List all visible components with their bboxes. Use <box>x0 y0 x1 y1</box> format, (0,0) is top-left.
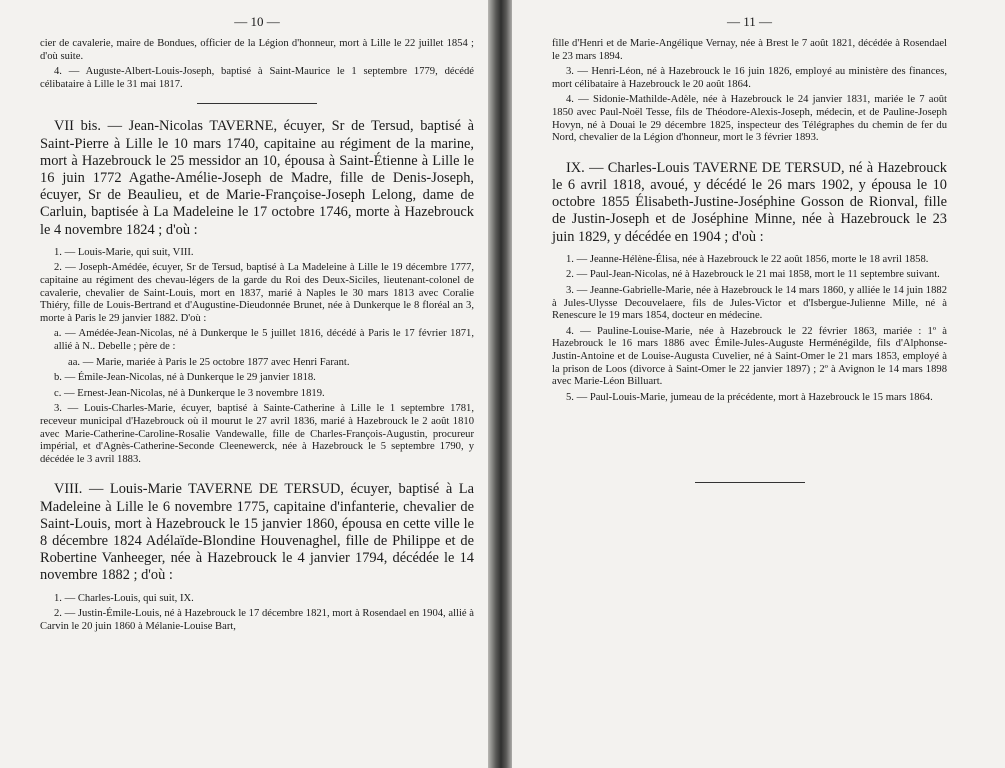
page-number-right: — 11 — <box>726 14 773 29</box>
section-vii-bis <box>40 118 474 238</box>
entry-item: 1. — Charles-Louis, qui suit, IX. <box>54 592 194 604</box>
entry-item: 3. — Jeanne-Gabrielle-Marie, née à Hazebrouck le 14 mars 1860, y alliée le 14 juin 1882 à Jules-Ulysse Decouvelaere, fils de Jules-Victor et d'Isbergue-Julienne Mille, né à Renescure le 19 mars 1854, docteur en médecine. <box>552 284 947 322</box>
section-heading-text: VII bis. — Jean-Nicolas TAVERNE, écuyer, Sr de Tersud, baptisé à Saint-Pierre à Lille le 10 mars 1740, capitaine au régiment de la marine, mort à Hazebrouck le 25 messidor an 10, épousa à Saint-Étienne à Lille le 16 juin 1772 Agathe-Amélie-Joseph de Madre, fille de Denis-Joseph, écuyer, Sr de Beaulieu, et de Marie-Françoise-Joseph Lelong, dame de Carluin, baptisée à La Madeleine le 17 octobre 1746, morte à Hazebrouck le 4 novembre 1824 ; d'où : <box>40 118 474 238</box>
spacer <box>40 469 474 481</box>
entry-item: 4. — Auguste-Albert-Louis-Joseph, baptisé à Saint-Maurice le 1 septembre 1779, décédé célibataire à Lille le 31 mai 1817. <box>40 66 474 90</box>
vii-bis-children <box>40 247 474 467</box>
right-top-block <box>552 38 947 145</box>
right-page <box>512 0 1005 768</box>
viii-children <box>40 593 474 634</box>
entry-subitem: a. — Amédée-Jean-Nicolas, né à Dunkerque le 5 juillet 1816, décédé à Paris le 17 février 1871, allié à N.. Debelle ; père de : <box>54 328 474 352</box>
book-gutter <box>488 0 514 768</box>
entry-subitem: b. — Émile-Jean-Nicolas, né à Dunkerque le 29 janvier 1818. <box>54 372 316 384</box>
section-heading-text: IX. — Charles-Louis TAVERNE DE TERSUD, né à Hazebrouck le 6 avril 1818, avoué, y décédé le 26 mars 1902, y épousa le 10 octobre 1855 Élisabeth-Justine-Joséphine Gosson de Rionval, fille de Justin-Joseph et de Joséphine Minne, née à Hazebrouck le 23 juin 1829, y décédée en 1904 ; d'où : <box>552 159 947 245</box>
entry-item: 3. — Henri-Léon, né à Hazebrouck le 16 juin 1826, employé au ministère des finances, mort célibataire à Hazebrouck le 20 août 1864. <box>552 66 947 90</box>
section-heading-text: VIII. — Louis-Marie TAVERNE DE TERSUD, écuyer, baptisé à La Madeleine à Lille le 6 novembre 1775, capitaine d'infanterie, chevalier de Saint-Louis, mort à Hazebrouck le 15 janvier 1860, épousa en cette ville le 8 décembre 1824 Adélaïde-Blondine Houvenaghel, fille de Philippe et de Robertine Vanheeger, née à Hazebrouck le 4 janvier 1794, décédée le 14 novembre 1882 ; d'où : <box>40 481 474 584</box>
entry-item: 3. — Louis-Charles-Marie, écuyer, baptisé à Sainte-Catherine à Lille le 1 septembre 1781, receveur municipal d'Hazebrouck où il mourut le 27 avril 1836, marié à Hazebrouck le 2 août 1810 avec Marie-Catherine-Caroline-Rosalie Vandewalle, fille de Charles-François-Augustin, procureur impérial, et d'Agnès-Catherine-Seconde Cleenewerck, née à Hazebrouck le 5 septembre 1790, y décédée le 3 avril 1883. <box>40 403 474 465</box>
entry-item: 2. — Joseph-Amédée, écuyer, Sr de Tersud, baptisé à La Madeleine à Lille le 19 décembre 1777, capitaine au régiment des chevau-légers de la garde du Roi des Deux-Siciles, lieutenant-colonel de cavalerie, chevalier de Saint-Louis, mort en 1837, marié à Naples le 30 mars 1813 avec Coralie Thiéry, fille de Louis-Bertrand et d'Augustine-Dieudonnée Brunet, née à Dunkerque le 8 floréal an 3, morte à Paris le 29 janvier 1882. D'où : <box>40 262 474 324</box>
continuation-text: fille d'Henri et de Marie-Angélique Vernay, née à Brest le 7 août 1821, décédée à Rosendael le 23 mars 1894. <box>552 38 947 62</box>
entry-item: 5. — Paul-Louis-Marie, jumeau de la précédente, mort à Hazebrouck le 15 mars 1864. <box>566 391 933 403</box>
entry-item: 2. — Justin-Émile-Louis, né à Hazebrouck le 17 décembre 1821, mort à Rosendael en 1904, allié à Carvin le 20 juin 1860 à Mélanie-Louise Bart, <box>40 608 474 632</box>
section-ix <box>552 160 947 246</box>
continuation-text: cier de cavalerie, maire de Bondues, officier de la Légion d'honneur, mort à Lille le 22 juillet 1854 ; d'où suite. <box>40 38 474 62</box>
entry-subitem: c. — Ernest-Jean-Nicolas, né à Dunkerque le 3 novembre 1819. <box>54 387 325 399</box>
entry-item: 4. — Sidonie-Mathilde-Adèle, née à Hazebrouck le 24 janvier 1831, mariée le 7 août 1850 avec Paul-Noël Tesse, fils de Théodore-Alexis-Joseph, médecin, et de Pauline-Joseph Hovyn, né à Douai le 29 décembre 1825, inspecteur des Télégraphes du chemin de fer du Nord, chevalier de la Légion d'honneur, mort le 3 février 1893. <box>552 94 947 144</box>
spacer <box>552 148 947 160</box>
entry-item: 1. — Louis-Marie, qui suit, VIII. <box>54 246 194 258</box>
page-number-left: — 10 — <box>234 14 280 29</box>
entry-item: 1. — Jeanne-Hélène-Élisa, née à Hazebrouck le 22 août 1856, morte le 18 avril 1858. <box>566 253 929 265</box>
section-divider <box>695 482 805 483</box>
section-divider <box>197 103 317 104</box>
entry-item: 2. — Paul-Jean-Nicolas, né à Hazebrouck le 21 mai 1858, mort le 11 septembre suivant. <box>566 269 940 281</box>
ix-children <box>552 254 947 405</box>
entry-subitem: aa. — Marie, mariée à Paris le 25 octobre 1877 avec Henri Farant. <box>68 356 350 368</box>
section-viii <box>40 481 474 584</box>
entry-item: 4. — Pauline-Louise-Marie, née à Hazebrouck le 22 février 1863, mariée : 1º à Hazebrouck le 16 mars 1886 avec Émile-Jules-Auguste Herménégilde, fils d'Alphonse-Justin-Antoine et de Louise-Augusta Cuvelier, né à Saint-Omer le 21 mars 1853, employé à la prison de Loos (divorce à Saint-Omer le 22 janvier 1897) ; 2º à Avignon le 14 mars 1898 avec Marie-Léon Billuart. <box>552 325 947 388</box>
left-top-block <box>40 38 474 91</box>
left-page <box>0 0 490 768</box>
